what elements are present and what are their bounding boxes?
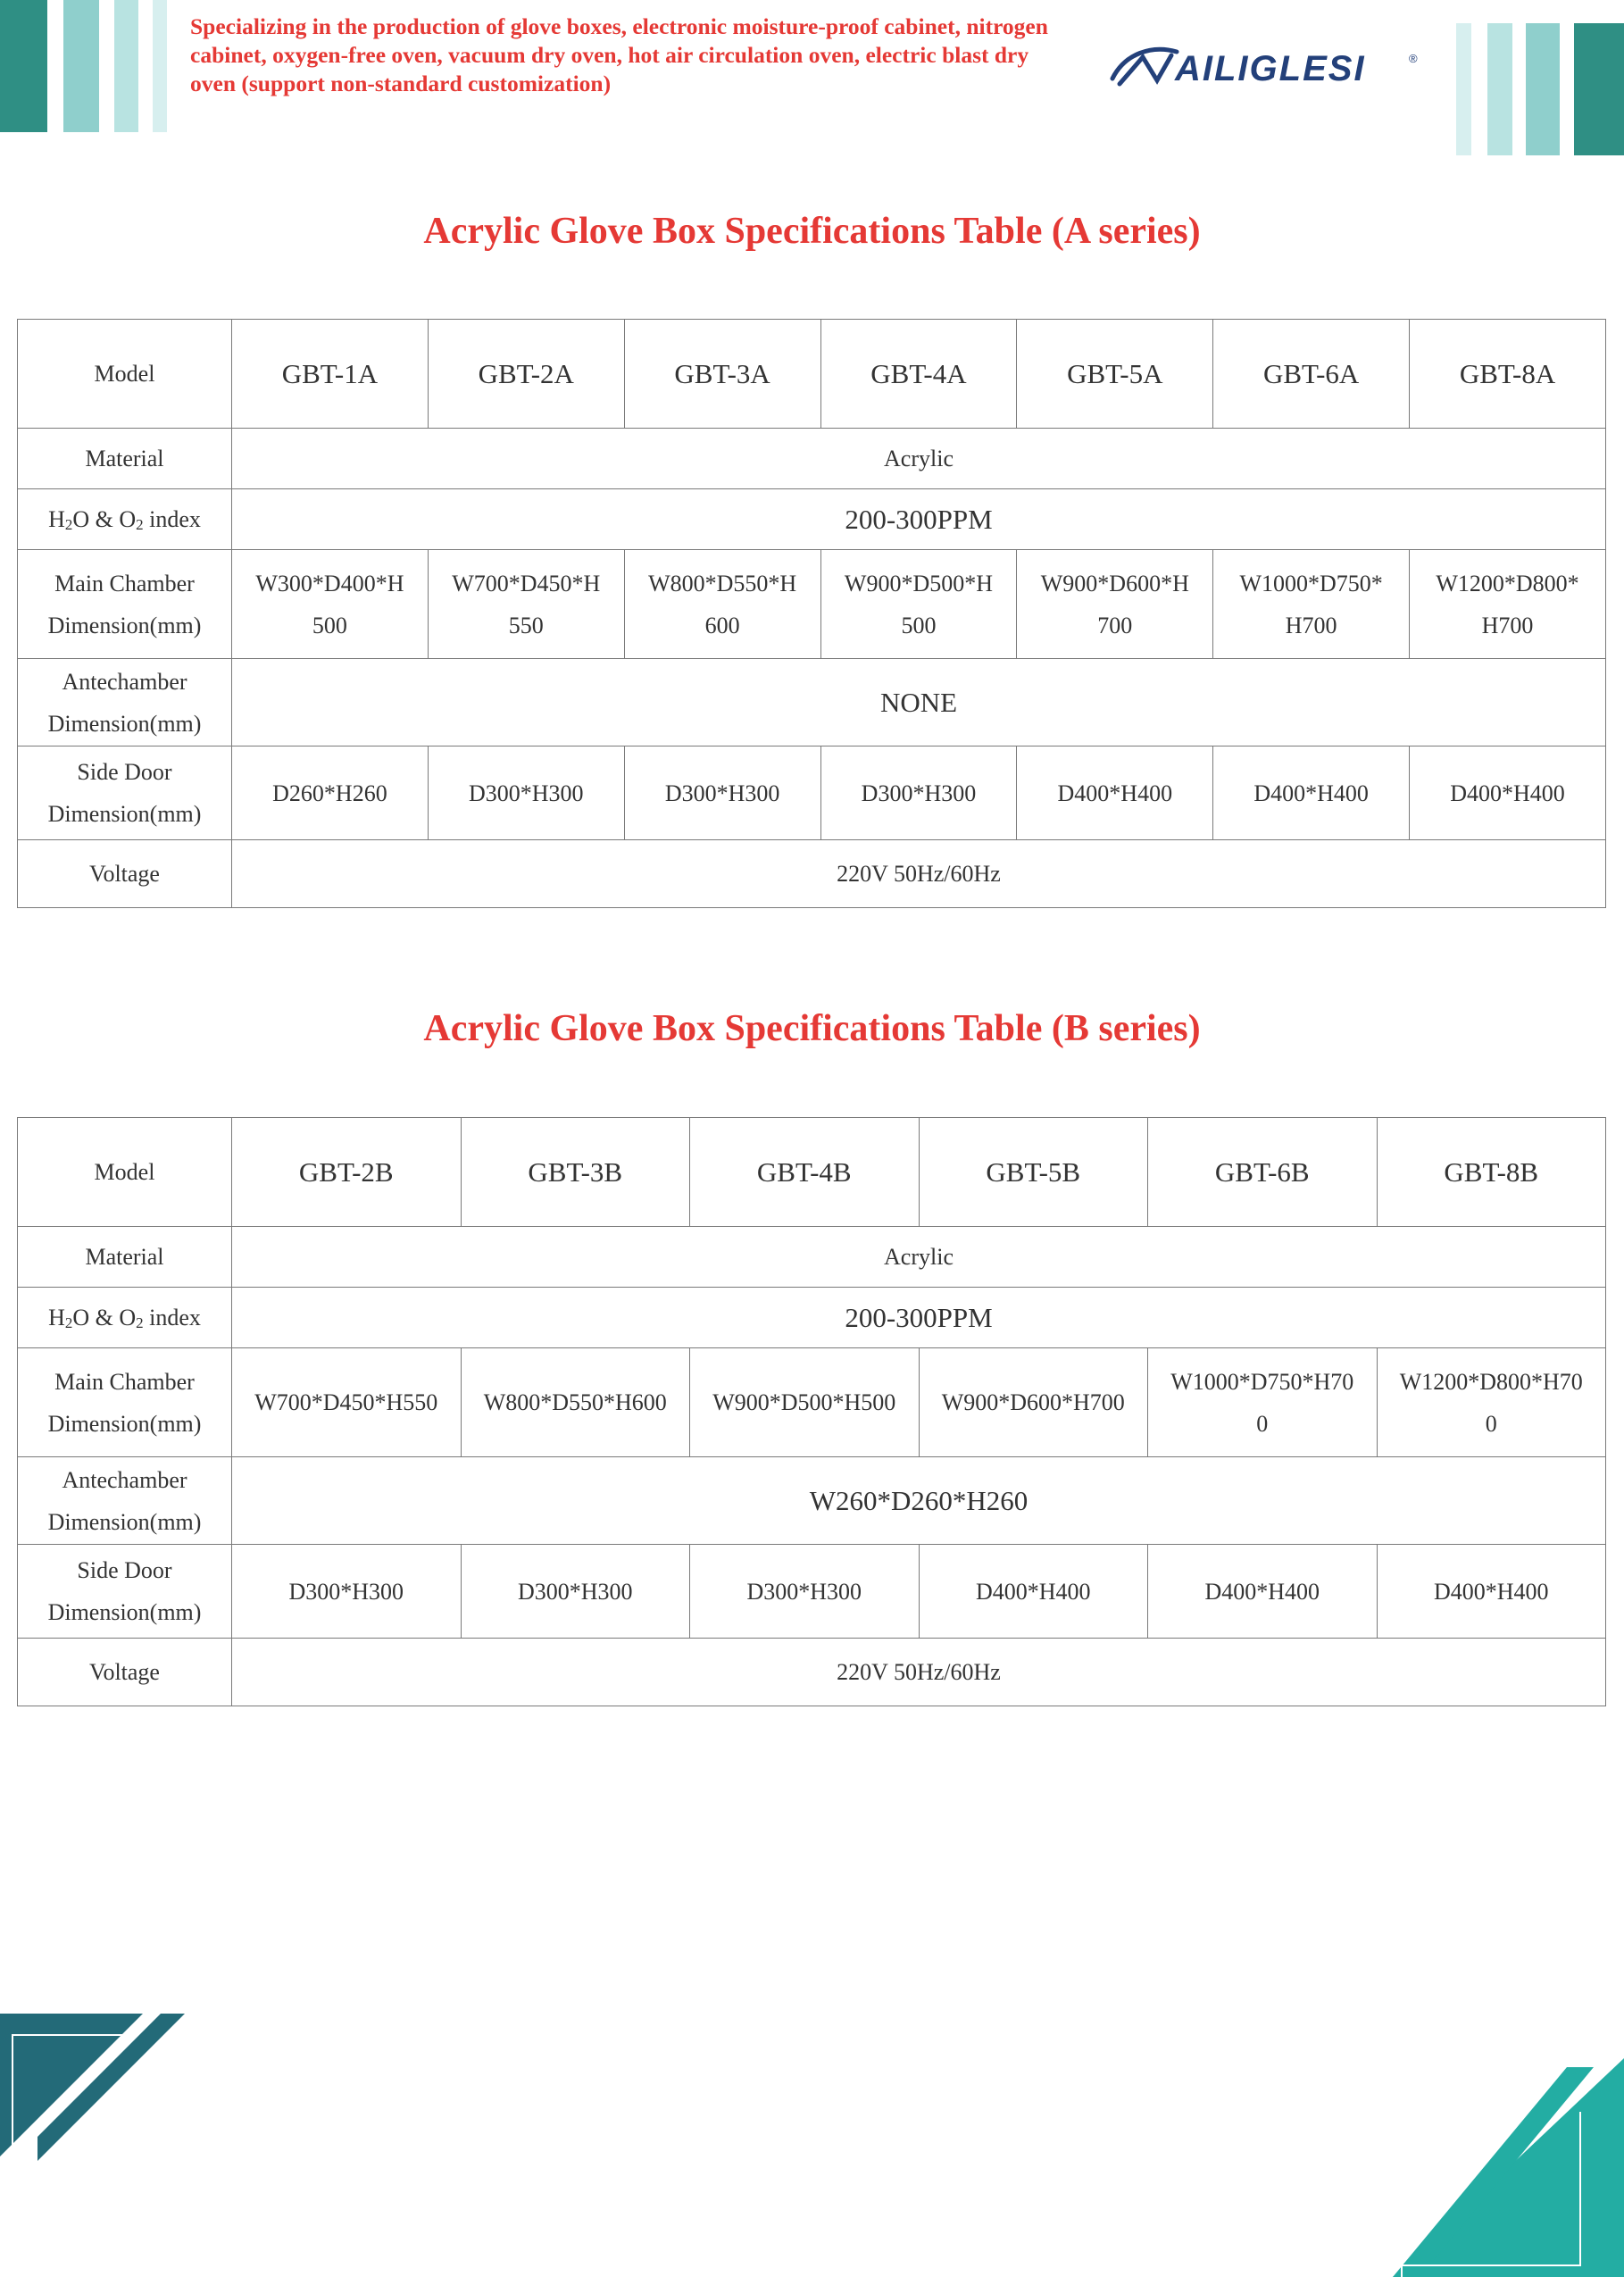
- voltage-value: 220V 50Hz/60Hz: [232, 1639, 1606, 1706]
- main-chamber-cell: W1000*D750*H70 0: [1148, 1348, 1378, 1457]
- decor-bar-top-left-2: [63, 0, 99, 132]
- table-row: [18, 1545, 1606, 1639]
- row-header-side-door: Side Door Dimension(mm): [18, 746, 232, 840]
- main-chamber-cell: W700*D450*H 550: [428, 550, 624, 659]
- row-header-main-chamber: Main Chamber Dimension(mm): [18, 550, 232, 659]
- table-row: [18, 1118, 1606, 1227]
- side-door-cell: D400*H400: [919, 1545, 1148, 1639]
- main-chamber-cell: W700*D450*H550: [232, 1348, 462, 1457]
- table-row: [18, 1457, 1606, 1545]
- model-cell: GBT-8A: [1410, 320, 1606, 429]
- model-cell: GBT-5B: [919, 1118, 1148, 1227]
- main-chamber-cell: W900*D600*H700: [919, 1348, 1148, 1457]
- row-header-material: Material: [18, 1227, 232, 1288]
- side-door-cell: D300*H300: [428, 746, 624, 840]
- side-door-cell: D260*H260: [232, 746, 429, 840]
- spec-table-b: [17, 1117, 1606, 1706]
- model-cell: GBT-3B: [461, 1118, 690, 1227]
- company-tagline: Specializing in the production of glove boxes, electronic moisture-proof cabinet, nitrogen cabinet, oxygen-free oven, vacuum dry oven, hot air circulation oven, electric blast dry oven (support non-standard customization): [190, 13, 1048, 96]
- model-cell: GBT-4A: [820, 320, 1017, 429]
- side-door-cell: D400*H400: [1148, 1545, 1378, 1639]
- table-row: [18, 1348, 1606, 1457]
- main-chamber-cell: W900*D500*H500: [690, 1348, 920, 1457]
- side-door-cell: D400*H400: [1213, 746, 1410, 840]
- main-chamber-cell: W800*D550*H 600: [624, 550, 820, 659]
- decor-bar-top-right-3: [1487, 23, 1512, 155]
- row-header-main-chamber: Main Chamber Dimension(mm): [18, 1348, 232, 1457]
- table-row: [18, 746, 1606, 840]
- decor-bar-top-left-1: [0, 0, 47, 132]
- row-header-voltage: Voltage: [18, 1639, 232, 1706]
- row-header-model: Model: [18, 320, 232, 429]
- table-row: [18, 659, 1606, 746]
- decor-bar-top-left-3: [114, 0, 138, 132]
- brand-name: AILIGLESI: [1175, 49, 1366, 88]
- table-row: [18, 840, 1606, 908]
- table-row: [18, 1227, 1606, 1288]
- table-b-title: Acrylic Glove Box Specifications Table (B series): [423, 1008, 1201, 1049]
- model-cell: GBT-3A: [624, 320, 820, 429]
- decor-bar-top-right-4: [1456, 23, 1471, 155]
- main-chamber-cell: W1200*D800* H700: [1410, 550, 1606, 659]
- main-chamber-cell: W300*D400*H 500: [232, 550, 429, 659]
- decor-bar-top-right-1: [1574, 23, 1624, 155]
- model-cell: GBT-6B: [1148, 1118, 1378, 1227]
- decor-bar-top-left-4: [153, 0, 167, 132]
- row-header-index: $H_2O$ & $O_2$ index: [18, 1288, 232, 1348]
- model-cell: GBT-8B: [1377, 1118, 1606, 1227]
- table-row: [18, 320, 1606, 429]
- row-header-side-door: Side Door Dimension(mm): [18, 1545, 232, 1639]
- row-header-antechamber: Antechamber Dimension(mm): [18, 659, 232, 746]
- model-cell: GBT-5A: [1017, 320, 1213, 429]
- antechamber-value: NONE: [232, 659, 1606, 746]
- table-row: [18, 429, 1606, 489]
- table-row: [18, 1288, 1606, 1348]
- brand-logo: [1107, 36, 1428, 95]
- side-door-cell: D400*H400: [1017, 746, 1213, 840]
- model-cell: GBT-2B: [232, 1118, 462, 1227]
- index-value: 200-300PPM: [232, 489, 1606, 550]
- table-row: [18, 489, 1606, 550]
- row-header-antechamber: Antechamber Dimension(mm): [18, 1457, 232, 1545]
- main-chamber-cell: W1000*D750* H700: [1213, 550, 1410, 659]
- material-value: Acrylic: [232, 429, 1606, 489]
- side-door-cell: D300*H300: [690, 1545, 920, 1639]
- model-cell: GBT-1A: [232, 320, 429, 429]
- side-door-cell: D300*H300: [461, 1545, 690, 1639]
- decor-corner-bottom-right: [1348, 2058, 1624, 2277]
- main-chamber-cell: W1200*D800*H70 0: [1377, 1348, 1606, 1457]
- model-cell: GBT-2A: [428, 320, 624, 429]
- main-chamber-cell: W800*D550*H600: [461, 1348, 690, 1457]
- main-chamber-cell: W900*D600*H 700: [1017, 550, 1213, 659]
- table-a-title: Acrylic Glove Box Specifications Table (A series): [423, 211, 1201, 252]
- model-cell: GBT-6A: [1213, 320, 1410, 429]
- main-chamber-cell: W900*D500*H 500: [820, 550, 1017, 659]
- row-header-model: Model: [18, 1118, 232, 1227]
- side-door-cell: D300*H300: [232, 1545, 462, 1639]
- side-door-cell: D400*H400: [1410, 746, 1606, 840]
- logo-swoosh-icon: [1112, 49, 1177, 84]
- row-header-index: $H_2O$ & $O_2$ index: [18, 489, 232, 550]
- spec-table-a: [17, 319, 1606, 908]
- side-door-cell: D300*H300: [820, 746, 1017, 840]
- decor-bar-top-right-2: [1526, 23, 1560, 155]
- decor-corner-bottom-left: [0, 2014, 196, 2277]
- side-door-cell: D300*H300: [624, 746, 820, 840]
- voltage-value: 220V 50Hz/60Hz: [232, 840, 1606, 908]
- row-header-voltage: Voltage: [18, 840, 232, 908]
- model-cell: GBT-4B: [690, 1118, 920, 1227]
- side-door-cell: D400*H400: [1377, 1545, 1606, 1639]
- material-value: Acrylic: [232, 1227, 1606, 1288]
- table-row: [18, 550, 1606, 659]
- row-header-material: Material: [18, 429, 232, 489]
- index-value: 200-300PPM: [232, 1288, 1606, 1348]
- antechamber-value: W260*D260*H260: [232, 1457, 1606, 1545]
- table-row: [18, 1639, 1606, 1706]
- registered-mark: ®: [1409, 52, 1418, 65]
